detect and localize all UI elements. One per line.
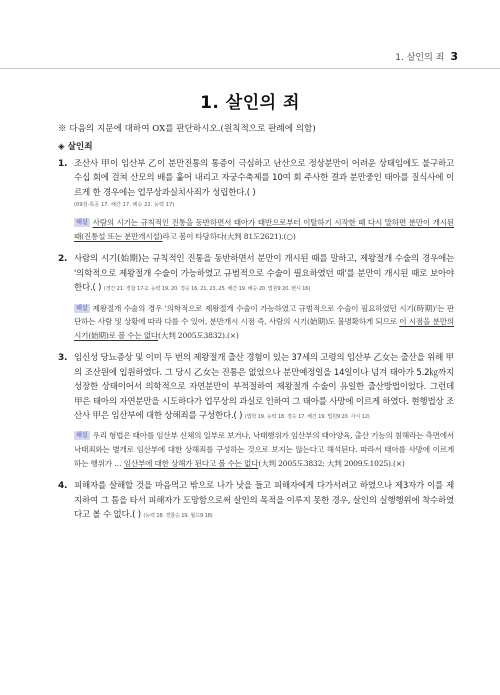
explanation-text: 우리 형법은 태아를 임산부 신체의 일부로 보거나, 낙태행위가 임산부의 태아양육, 출산 기능의 침해라는 측면에서 낙태죄와는 별개로 임산부에 대한 상해죄를 구성하는 것으로 보지는 않는다고 해석된다. 따라서 태아를 사망에 이르게 하는 행위가 … bbox=[74, 431, 455, 468]
page-title: 1. 살인의 죄 bbox=[200, 93, 300, 113]
question-item bbox=[58, 157, 454, 200]
answer-tag: 해설 bbox=[76, 304, 88, 312]
explanation-text: (大判 2005도3832; 大判 2009도1025).(×) bbox=[258, 458, 405, 468]
question-text bbox=[74, 479, 454, 522]
header-divider bbox=[0, 68, 500, 69]
question-number: 4. bbox=[58, 481, 68, 492]
answer-tag: 해설 bbox=[76, 432, 88, 440]
page-number: 3 bbox=[450, 50, 458, 63]
question-text-main: 피해자를 살해할 것을 마음먹고 밖으로 나가 낫을 들고 피해자에게 다가서려고 하였으나 제3자가 이를 제지하여 그 틈을 타서 피해자가 도망함으로써 살인의 목적을 이루지 못한 경우, 살인의 실행행위에 착수하였다고 볼 수 없다.( ) bbox=[74, 481, 454, 521]
answer-explanation bbox=[74, 429, 454, 470]
explanation-text: (大判 2005도3832).(×) bbox=[158, 330, 239, 340]
question-source: (09검·특공 17. 해간 17. 해승 22. 능력 17) bbox=[74, 202, 175, 209]
question-number: 1. bbox=[58, 159, 68, 169]
question-list bbox=[58, 122, 454, 531]
question-item bbox=[58, 479, 454, 522]
explanation-underlined: 임산부에 대한 상해가 된다고 볼 수는 없다 bbox=[123, 458, 259, 468]
question-block bbox=[58, 252, 454, 342]
question-text bbox=[74, 252, 454, 295]
question-text: 조산사 甲이 임산부 乙이 분만진통의 통증이 극심하고 난산으로 정상분만이 어려운 상태임에도 불구하고 수십 회에 걸쳐 산모의 배를 훑어 내리고 자궁수축제를 10여 회 주사한 결과 분만중인 태아를 질식사에 이르게 한 경우에는 업무상과실치사죄가 성립한다.( ) bbox=[74, 159, 454, 198]
section-label: ◈ 살인죄 bbox=[58, 142, 93, 152]
question-item bbox=[58, 351, 454, 423]
running-header bbox=[395, 50, 458, 63]
explanation-text: 제왕절개 수술의 경우 '의학적으로 제왕절개 수술이 가능하였고 규범적으로 수술이 필요하였던 시기(時期)'는 판단하는 사람 및 상황에 따라 다를 수 있어, 분만개시 시점 즉, 사람의 시기(始期)도 불명확하게 되므로 bbox=[74, 303, 454, 327]
question-number: 3. bbox=[58, 353, 68, 364]
question-source: (법학 19. 능력 18. 경승 17. 해간 19. 법원9 20. 사시 12) bbox=[244, 414, 370, 421]
question-block bbox=[58, 479, 454, 522]
answer-tag: 해설 bbox=[76, 219, 88, 227]
question-text bbox=[74, 351, 454, 423]
answer-explanation bbox=[74, 302, 454, 343]
header-section: 1. 살인의 죄 bbox=[395, 53, 445, 63]
question-text-main: 임신성 당뇨증상 및 이미 두 번의 제왕절개 출산 경험이 있는 37세의 고령의 임산부 乙女는 출산을 위해 甲의 조산원에 입원하였다. 그 당시 乙女는 진통은 없었으나 분만예정일을 14일이나 넘겨 태아가 5.2㎏까지 성장한 상태이어서 의학적으로 자연분만이 부적절하여 제왕절개 수술이 유일한 출산방법이었다. 그런데 甲은 태아의 자연분만을 시도하다가 업무상의 과실로 인하여 그 태아를 사망에 이르게 하였다. 현행법상 조산사 甲은 임산부에 대한 상해죄를 구성한다.( ) bbox=[74, 353, 454, 422]
answer-explanation bbox=[74, 216, 454, 243]
question-block bbox=[58, 351, 454, 470]
question-source: (능력 18. 경찰승 19. 월드9 18) bbox=[143, 513, 213, 520]
explanation-underlined: 이 시점을 분만의 시기(始期)로 볼 수는 없다 bbox=[74, 317, 454, 340]
question-number: 2. bbox=[58, 254, 68, 265]
explanation-text: 라고 봄이 타당하다(大判 81도2621).(○) bbox=[162, 231, 296, 241]
question-item bbox=[58, 252, 454, 295]
question-source: (경간 21. 경찰 17-2. 능력 19, 20. 경승 16, 21, 23, 25. 해간 19. 해승 20. 법원9 20. 변시 16) bbox=[103, 286, 311, 293]
explanation-underlined: 사람의 시기는 규칙적인 진통을 동반하면서 태아가 태반으로부터 이탈하기 시작한 때 다시 말하면 분만이 개시된 때(진통설 또는 분만개시설) bbox=[74, 218, 454, 241]
instruction-text: ※ 다음의 지문에 대하여 OX를 판단하시오.(원칙적으로 판례에 의함) bbox=[58, 124, 316, 134]
question-text-main: 사람의 시기(始期)는 규칙적인 진통을 동반하면서 분만이 개시된 때를 말하고, 제왕절개 수술의 경우에는 '의학적으로 제왕절개 수술이 가능하였고 규범적으로 수술이 필요하였던 때'를 분만이 개시된 때로 보아야 한다.( ) bbox=[74, 254, 454, 294]
question-block bbox=[58, 157, 454, 243]
